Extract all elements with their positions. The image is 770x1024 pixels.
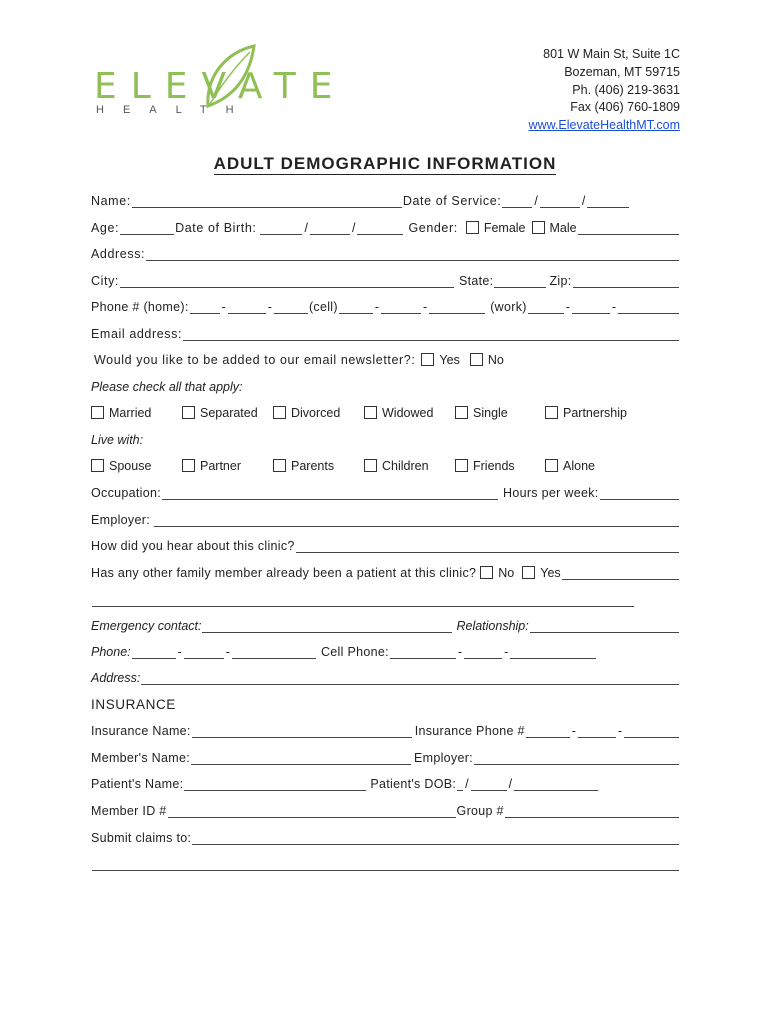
ec-phone-area-input[interactable] (132, 644, 176, 659)
state-label: State: (459, 274, 494, 288)
family-details-line (91, 587, 635, 607)
group-input[interactable] (505, 803, 679, 818)
newsletter-yes-checkbox[interactable] (421, 353, 434, 366)
marital-option-divorced[interactable]: Divorced (273, 406, 364, 420)
ec-address-input[interactable] (141, 670, 679, 685)
logo-subtitle: HEALTH (96, 104, 253, 116)
hours-label: Hours per week: (503, 486, 599, 500)
phone-row: Phone # (home): - - (cell) - - (work) - - (91, 294, 680, 314)
name-row: Name: Date of Service: / / (91, 188, 680, 208)
occupation-row (91, 480, 680, 500)
dob-month-input[interactable] (260, 220, 302, 235)
member-id-row (91, 798, 680, 818)
dos-year-input[interactable] (587, 193, 629, 208)
hours-input[interactable] (600, 485, 679, 500)
member-id-input[interactable] (168, 803, 456, 818)
submit-claims-line (91, 851, 680, 871)
emergency-contact-label: Emergency contact: (91, 619, 202, 633)
zip-label: Zip: (549, 274, 572, 288)
address-input[interactable] (146, 246, 679, 261)
insurance-name-input[interactable] (192, 723, 412, 738)
member-id-label: Member ID # (91, 804, 167, 818)
dos-day-input[interactable] (540, 193, 580, 208)
marital-option-separated[interactable]: Separated (182, 406, 273, 420)
partnership-checkbox[interactable] (545, 406, 558, 419)
divorced-checkbox[interactable] (273, 406, 286, 419)
newsletter-no-option[interactable]: No (470, 353, 504, 367)
phone-home-area-input[interactable] (190, 299, 220, 314)
email-input[interactable] (183, 326, 679, 341)
partner-checkbox[interactable] (182, 459, 195, 472)
live-option-partner[interactable]: Partner (182, 459, 273, 473)
clinic-phone: Ph. (406) 219-3631 (572, 82, 680, 97)
city-row (91, 268, 680, 288)
children-checkbox[interactable] (364, 459, 377, 472)
city-label: City: (91, 274, 119, 288)
submit-claims-extra-input[interactable] (92, 856, 679, 871)
phone-cell-prefix-input[interactable] (381, 299, 421, 314)
occupation-input[interactable] (162, 485, 498, 500)
ec-cell-area-input[interactable] (390, 644, 456, 659)
family-no-checkbox[interactable] (480, 566, 493, 579)
zip-input[interactable] (573, 273, 679, 288)
clinic-address-line-1: 801 W Main St, Suite 1C (543, 47, 680, 61)
married-checkbox[interactable] (91, 406, 104, 419)
emergency-address-row (91, 665, 680, 685)
alone-checkbox[interactable] (545, 459, 558, 472)
phone-home-label: Phone # (home): (91, 300, 189, 314)
gender-label: Gender: (408, 221, 458, 235)
clinic-fax: Fax (406) 760-1809 (570, 100, 680, 115)
phone-home-number-input[interactable] (274, 299, 308, 314)
patient-name-label: Patient's Name: (91, 777, 184, 791)
live-option-children[interactable]: Children (364, 459, 455, 473)
patient-dob-month-input[interactable] (457, 776, 463, 791)
relationship-label: Relationship: (456, 619, 529, 633)
insurance-phone-area-input[interactable] (526, 723, 570, 738)
phone-cell-label: (cell) (308, 300, 338, 314)
friends-checkbox[interactable] (455, 459, 468, 472)
family-patient-question: Has any other family member already been a patient at this clinic? (91, 566, 477, 580)
family-patient-row (91, 560, 680, 580)
gender-male-option[interactable]: Male (532, 221, 577, 235)
phone-work-number-input[interactable] (618, 299, 679, 314)
ec-cell-label: Cell Phone: (320, 645, 389, 659)
family-details-input[interactable] (562, 565, 679, 580)
member-name-row (91, 745, 680, 765)
dob-year-input[interactable] (357, 220, 403, 235)
live-option-friends[interactable]: Friends (455, 459, 545, 473)
ins-employer-label: Employer: (413, 751, 473, 765)
phone-work-label: (work) (490, 300, 527, 314)
female-checkbox[interactable] (466, 221, 479, 234)
insurance-phone-label: Insurance Phone # (414, 724, 525, 738)
elevate-health-logo (92, 44, 347, 124)
live-option-spouse[interactable]: Spouse (91, 459, 182, 473)
age-input[interactable] (120, 220, 174, 235)
live-with-row (91, 427, 680, 447)
gender-other-input[interactable] (578, 220, 679, 235)
male-checkbox[interactable] (532, 221, 545, 234)
ec-address-label: Address: (91, 671, 141, 685)
phone-home-prefix-input[interactable] (228, 299, 266, 314)
live-with-label: Live with: (91, 433, 144, 447)
name-input[interactable] (132, 193, 402, 208)
live-option-alone[interactable]: Alone (545, 459, 595, 473)
marital-option-married[interactable]: Married (91, 406, 182, 420)
address-row (91, 241, 680, 261)
insurance-name-label: Insurance Name: (91, 724, 191, 738)
marital-option-single[interactable]: Single (455, 406, 545, 420)
single-checkbox[interactable] (455, 406, 468, 419)
dob-day-input[interactable] (310, 220, 350, 235)
live-with-options-row (91, 453, 680, 473)
email-label: Email address: (91, 327, 183, 341)
marital-status-row (91, 400, 680, 420)
submit-claims-label: Submit claims to: (91, 831, 192, 845)
email-row (91, 321, 680, 341)
live-option-parents[interactable]: Parents (273, 459, 364, 473)
patient-name-input[interactable] (184, 776, 366, 791)
name-label: Name: (91, 194, 131, 208)
emergency-contact-row (91, 613, 680, 633)
phone-work-area-input[interactable] (528, 299, 564, 314)
phone-cell-area-input[interactable] (339, 299, 373, 314)
emergency-contact-input[interactable] (202, 618, 452, 633)
ec-phone-label: Phone: (91, 645, 131, 659)
patient-name-row: Patient's Name: Patient's DOB: / / (91, 771, 680, 791)
age-label: Age: (91, 221, 120, 235)
check-all-label: Please check all that apply: (91, 380, 243, 394)
newsletter-row (91, 347, 680, 367)
address-label: Address: (91, 247, 146, 261)
employer-label: Employer: (91, 513, 150, 527)
ec-cell-number-input[interactable] (510, 644, 596, 659)
family-no-option[interactable]: No (480, 566, 514, 580)
member-name-label: Member's Name: (91, 751, 190, 765)
clinic-address-line-2: Bozeman, MT 59715 (564, 64, 680, 79)
referral-label: How did you hear about this clinic? (91, 539, 295, 553)
group-label: Group # (456, 804, 504, 818)
ins-employer-input[interactable] (474, 750, 679, 765)
member-name-input[interactable] (191, 750, 411, 765)
logo-wordmark: ELEVATE (94, 66, 347, 107)
spouse-checkbox[interactable] (91, 459, 104, 472)
age-row: Age: Date of Birth: / / Gender: Female Male (91, 215, 680, 235)
occupation-label: Occupation: (91, 486, 162, 500)
newsletter-question: Would you like to be added to our email newsletter?: (94, 353, 416, 367)
city-input[interactable] (120, 273, 454, 288)
emergency-phone-row: Phone: - - Cell Phone: - - (91, 639, 680, 659)
marital-option-partnership[interactable]: Partnership (545, 406, 627, 420)
gender-female-option[interactable]: Female (466, 221, 526, 235)
state-input[interactable] (494, 273, 546, 288)
relationship-input[interactable] (530, 618, 679, 633)
ec-phone-number-input[interactable] (232, 644, 316, 659)
newsletter-yes-option[interactable]: Yes (421, 353, 459, 367)
family-details-extra-input[interactable] (92, 592, 634, 607)
submit-claims-row (91, 825, 680, 845)
marital-option-widowed[interactable]: Widowed (364, 406, 455, 420)
employer-input[interactable] (154, 512, 679, 527)
clinic-website-link[interactable]: www.ElevateHealthMT.com (528, 118, 680, 133)
employer-row (91, 507, 680, 527)
patient-dob-day-input[interactable] (471, 776, 507, 791)
insurance-name-row: Insurance Name: Insurance Phone # - - (91, 718, 680, 738)
separated-checkbox[interactable] (182, 406, 195, 419)
ec-cell-prefix-input[interactable] (464, 644, 502, 659)
dob-label: Date of Birth: (175, 221, 257, 235)
insurance-heading-row (91, 692, 680, 712)
clinic-contact-block (529, 46, 680, 135)
patient-dob-year-input[interactable] (514, 776, 598, 791)
insurance-heading: INSURANCE (91, 697, 176, 712)
submit-claims-input[interactable] (192, 830, 679, 845)
phone-cell-number-input[interactable] (429, 299, 485, 314)
insurance-phone-prefix-input[interactable] (578, 723, 616, 738)
referral-row (91, 533, 680, 553)
dos-month-input[interactable] (502, 193, 532, 208)
form-title: ADULT DEMOGRAPHIC INFORMATION (213, 154, 557, 173)
insurance-phone-number-input[interactable] (624, 723, 679, 738)
phone-work-prefix-input[interactable] (572, 299, 610, 314)
widowed-checkbox[interactable] (364, 406, 377, 419)
date-of-service-label: Date of Service: (402, 194, 502, 208)
patient-dob-label: Patient's DOB: (370, 777, 457, 791)
check-all-row (91, 374, 680, 394)
family-yes-checkbox[interactable] (522, 566, 535, 579)
parents-checkbox[interactable] (273, 459, 286, 472)
newsletter-no-checkbox[interactable] (470, 353, 483, 366)
ec-phone-prefix-input[interactable] (184, 644, 224, 659)
family-yes-option[interactable]: Yes (522, 566, 560, 580)
referral-input[interactable] (296, 538, 679, 553)
